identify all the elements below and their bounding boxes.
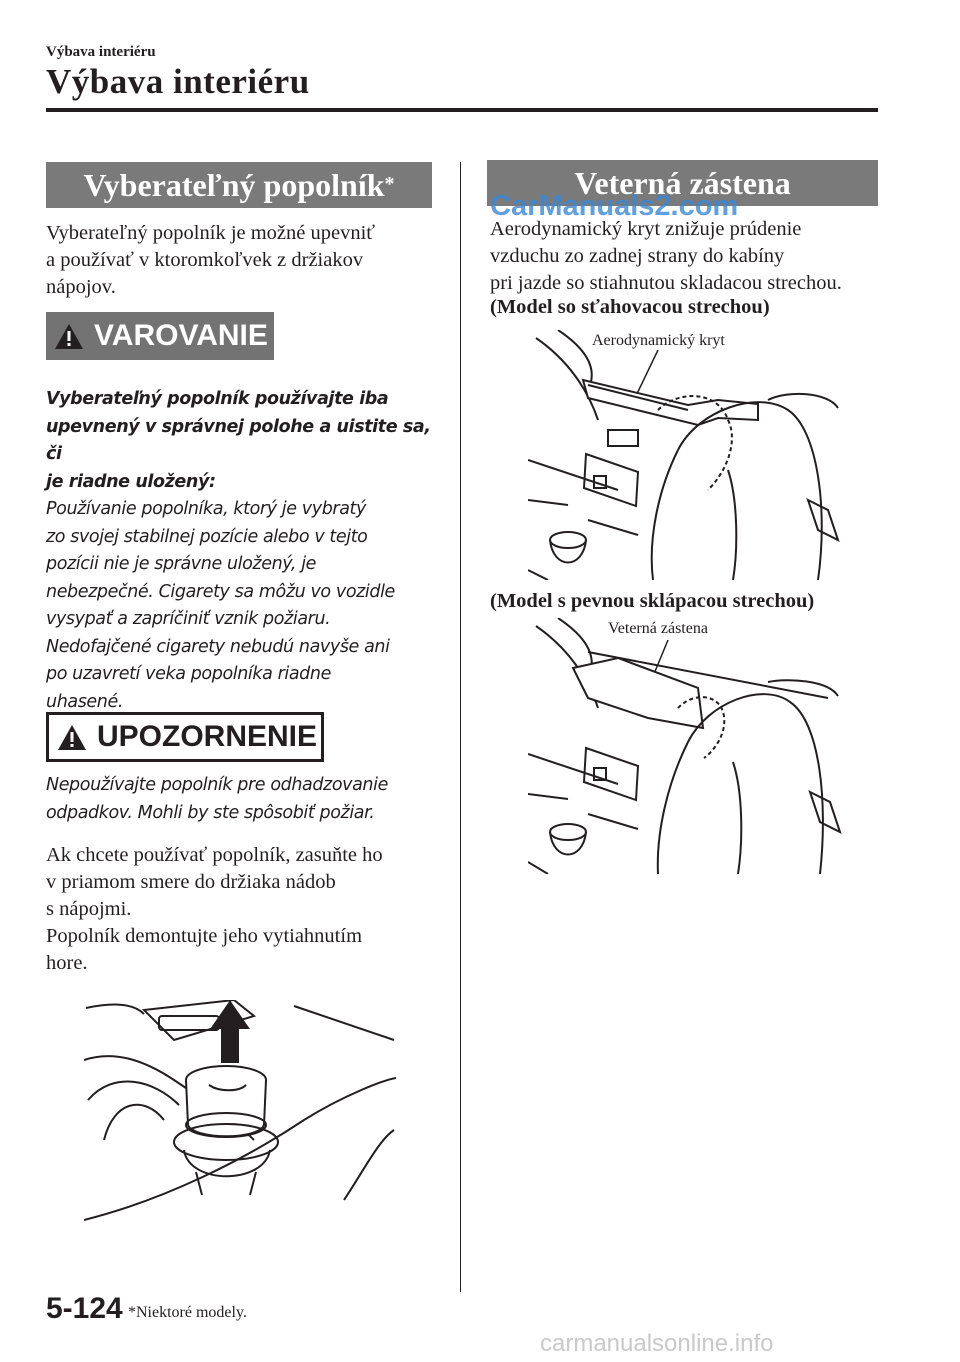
caution-label-text: UPOZORNENIE <box>97 720 318 753</box>
caution-triangle-icon <box>57 724 87 751</box>
ashtray-instructions <box>46 842 446 977</box>
text-line: Ak chcete používať popolník, zasuňte ho <box>46 844 383 866</box>
caution-line: Nepoužívajte popolník pre odhadzovanie <box>46 775 388 795</box>
text-line: pri jazde so stiahnutou skladacou strechou. <box>490 272 842 294</box>
warning-line: vysypať a zapríčiniť vznik požiaru. <box>46 609 331 629</box>
caution-line: odpadkov. Mohli by ste spôsobiť požiar. <box>46 802 375 823</box>
callout-wind-blocker: Veterná zástena <box>608 620 708 637</box>
text-line: Aerodynamický kryt znižuje prúdenie <box>490 218 802 240</box>
column-divider <box>460 162 461 1292</box>
warning-line: uhasené. <box>46 691 124 712</box>
watermark-top: CarManuals2.com <box>490 190 739 222</box>
page-number: 5-124 <box>46 1292 123 1325</box>
warning-line: Nedofajčené cigarety nebudú navyše ani <box>46 636 390 657</box>
text-line: Popolník demontujte jeho vytiahnutím <box>46 925 363 947</box>
caution-text <box>46 772 446 827</box>
text-line: s nápojmi. <box>46 898 132 920</box>
warning-label-text: VAROVANIE <box>94 319 268 352</box>
footnote: *Niektoré modely. <box>128 1304 247 1321</box>
section-title-wind-blocker: Veterná zástena <box>487 160 878 206</box>
warning-line: nebezpečné. Cigarety sa môžu vo vozidle <box>46 581 395 602</box>
text-line: Vyberateľný popolník je možné upevniť <box>46 222 376 244</box>
warning-line: Používanie popolníka, ktorý je vybratý <box>46 499 366 519</box>
warning-bold-line: je riadne uložený: <box>46 471 216 492</box>
warning-bold-line: upevnený v správnej polohe a uistite sa, či <box>46 416 431 464</box>
callout-aero-cover: Aerodynamický kryt <box>592 332 725 349</box>
warning-label <box>46 312 274 360</box>
ashtray-intro <box>46 220 446 301</box>
text-line: hore. <box>46 952 88 974</box>
warning-bold-line: Vyberateľný popolník používajte iba <box>46 389 389 409</box>
wind-blocker-intro <box>490 216 890 297</box>
page-title: Výbava interiéru <box>46 62 310 101</box>
ashtray-illustration <box>84 1000 396 1232</box>
model-heading-soft-top: (Model so sťahovacou strechou) <box>490 296 770 318</box>
text-line: nápojov. <box>46 276 116 298</box>
text-line: vzduchu zo zadnej strany do kabíny <box>490 245 785 267</box>
warning-line: pozícii nie je správne uložený, je <box>46 554 317 574</box>
running-head: Výbava interiéru <box>46 44 156 60</box>
section-title-ashtray <box>46 162 432 208</box>
optional-marker: * <box>384 173 395 195</box>
text-line: v priamom smere do držiaka nádob <box>46 871 336 893</box>
warning-triangle-icon <box>54 323 84 350</box>
caution-label <box>46 712 324 762</box>
watermark-bottom: carmanualsonline.info <box>540 1330 774 1357</box>
soft-top-illustration <box>528 330 848 580</box>
warning-line: po uzavretí veka popolníka riadne <box>46 664 331 684</box>
warning-text <box>46 386 446 716</box>
warning-line: zo svojej stabilnej pozície alebo v tejto <box>46 526 368 547</box>
model-heading-hard-top: (Model s pevnou sklápacou strechou) <box>490 590 815 612</box>
hard-top-illustration <box>528 618 848 874</box>
header-rule <box>46 108 878 112</box>
text-line: a používať v ktoromkoľvek z držiakov <box>46 249 364 271</box>
section-title-ashtray-text: Vyberateľný popolník <box>83 167 385 203</box>
